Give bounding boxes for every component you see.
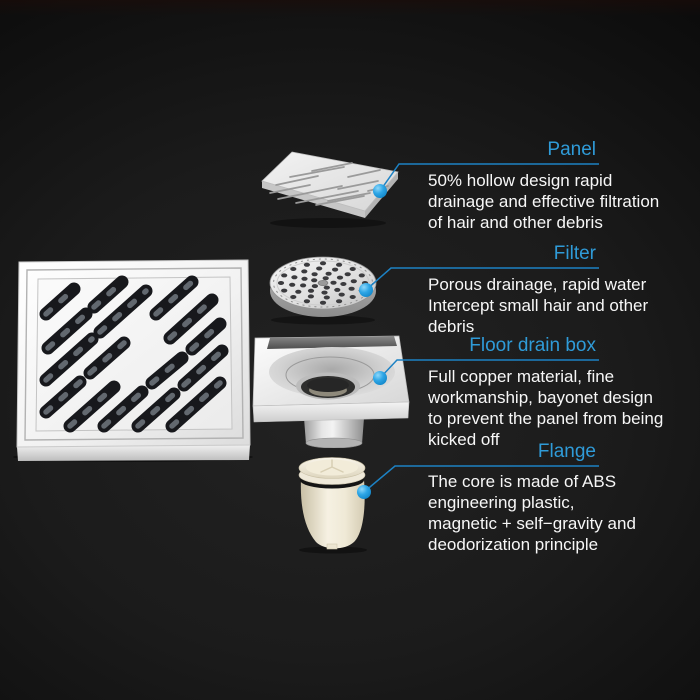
filter-description (428, 274, 648, 337)
description-line: Porous drainage, rapid water (428, 275, 647, 294)
description-line: engineering plastic, (428, 493, 575, 512)
description-line: workmanship, bayonet design (428, 388, 653, 407)
description-line: kicked off (428, 430, 500, 449)
description-line: magnetic + self−gravity and (428, 514, 636, 533)
filter-callout-dot (359, 283, 373, 297)
description-line: drainage and effective filtration (428, 192, 660, 211)
description-line: Full copper material, fine (428, 367, 615, 386)
description-line: The core is made of ABS (428, 472, 617, 491)
floor-drain-box-callout-dot (373, 371, 387, 385)
description-line: to prevent the panel from being (428, 409, 664, 428)
filter-label: Filter (553, 243, 596, 264)
description-line: 50% hollow design rapid (428, 171, 613, 190)
floor-drain-box-description (428, 366, 663, 450)
leader-dots (357, 184, 387, 499)
panel-label: Panel (547, 139, 596, 160)
flange-callout-dot (357, 485, 371, 499)
description-line: deodorization principle (428, 535, 599, 554)
description-line: of hair and other debris (428, 213, 603, 232)
floor-drain-box-label: Floor drain box (469, 335, 596, 356)
description-line: Intercept small hair and other (428, 296, 649, 315)
flange-description (428, 471, 636, 555)
panel-callout-dot (373, 184, 387, 198)
flange-label: Flange (537, 441, 596, 462)
panel-description (428, 170, 659, 233)
description-line: debris (428, 317, 475, 336)
